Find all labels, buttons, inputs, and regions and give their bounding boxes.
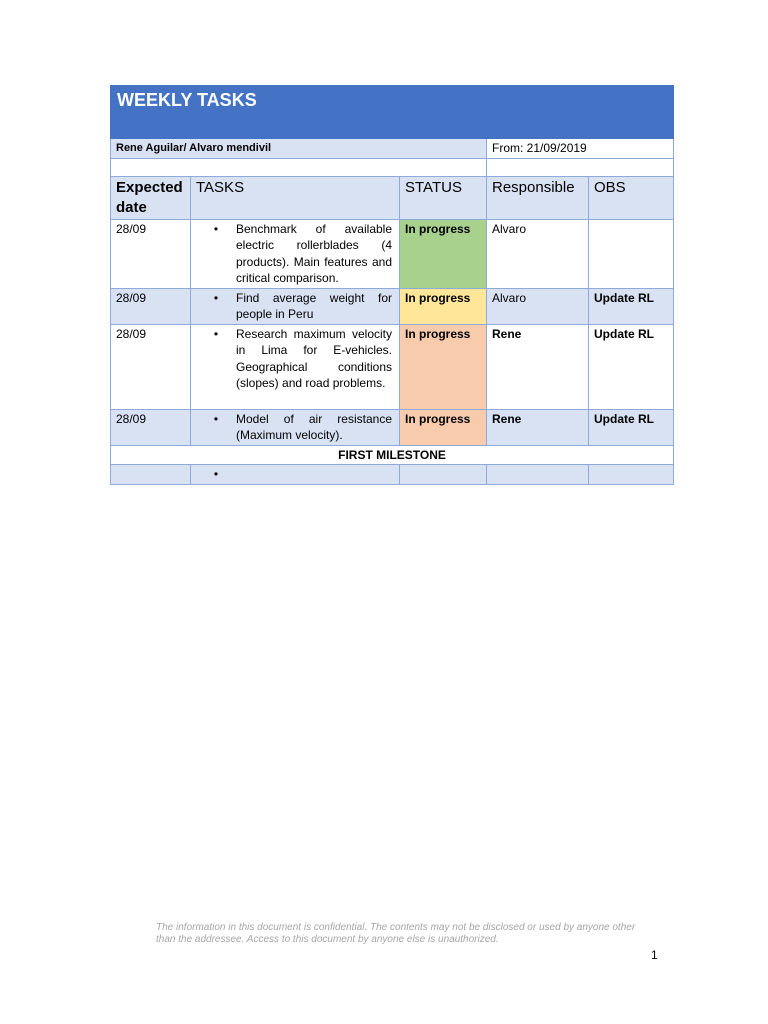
- bullet-icon: •: [213, 221, 219, 236]
- task-row: [111, 219, 674, 288]
- task-responsible: Alvaro: [487, 288, 589, 324]
- task-date: 28/09: [111, 288, 191, 324]
- task-date: 28/09: [111, 409, 191, 445]
- task-description: Benchmark of available electric rollerblades (4 products). Main features and critical comparison.: [236, 221, 392, 285]
- task-responsible: Rene: [487, 409, 589, 445]
- names-row: [111, 139, 674, 159]
- milestone-row: [111, 445, 674, 465]
- from-date: From: 21/09/2019: [487, 139, 674, 159]
- task-description: Find average weight for people in Peru: [236, 290, 392, 321]
- task-responsible: Alvaro: [487, 219, 589, 288]
- empty-row: [111, 158, 674, 176]
- task-obs: [589, 219, 674, 288]
- header-expected-date: Expected date: [111, 176, 191, 219]
- task-date: 28/09: [111, 324, 191, 409]
- task-status: In progress: [400, 219, 487, 288]
- empty-task-row: [111, 465, 674, 485]
- bullet-icon: •: [213, 411, 219, 426]
- header-status: STATUS: [400, 176, 487, 219]
- page-number: 1: [651, 948, 658, 962]
- empty-cell: [589, 465, 674, 485]
- task-date: 28/09: [111, 219, 191, 288]
- weekly-tasks-table: [110, 85, 674, 485]
- task-obs: Update RL: [589, 288, 674, 324]
- task-status: In progress: [400, 324, 487, 409]
- milestone-label: FIRST MILESTONE: [111, 445, 674, 465]
- task-status: In progress: [400, 288, 487, 324]
- header-responsible: Responsible: [487, 176, 589, 219]
- bullet-icon: •: [213, 290, 219, 305]
- bullet-icon: •: [213, 467, 219, 481]
- task-cell: [191, 465, 400, 485]
- task-row: [111, 409, 674, 445]
- title-row: [111, 86, 674, 139]
- task-cell: [191, 324, 400, 409]
- empty-cell: [487, 158, 674, 176]
- task-row: [111, 324, 674, 409]
- team-names: Rene Aguilar/ Alvaro mendivil: [111, 139, 487, 159]
- empty-cell: [111, 158, 487, 176]
- empty-cell: [400, 465, 487, 485]
- task-cell: [191, 409, 400, 445]
- header-row: [111, 176, 674, 219]
- header-tasks: TASKS: [191, 176, 400, 219]
- confidentiality-note: The information in this document is confidential. The contents may not be disclosed or used by anyone other than the addressee. Access to this document by anyone else is unauthorized.: [156, 922, 636, 945]
- document-title: WEEKLY TASKS: [111, 86, 674, 139]
- bullet-icon: •: [213, 326, 219, 341]
- task-cell: [191, 219, 400, 288]
- empty-cell: [487, 465, 589, 485]
- task-row: [111, 288, 674, 324]
- empty-cell: [111, 465, 191, 485]
- task-description: Model of air resistance (Maximum velocity).: [236, 411, 392, 442]
- task-responsible: Rene: [487, 324, 589, 409]
- task-status: In progress: [400, 409, 487, 445]
- task-obs: Update RL: [589, 409, 674, 445]
- task-description: Research maximum velocity in Lima for E-vehicles. Geographical conditions (slopes) and road problems.: [236, 326, 392, 390]
- header-obs: OBS: [589, 176, 674, 219]
- task-cell: [191, 288, 400, 324]
- task-obs: Update RL: [589, 324, 674, 409]
